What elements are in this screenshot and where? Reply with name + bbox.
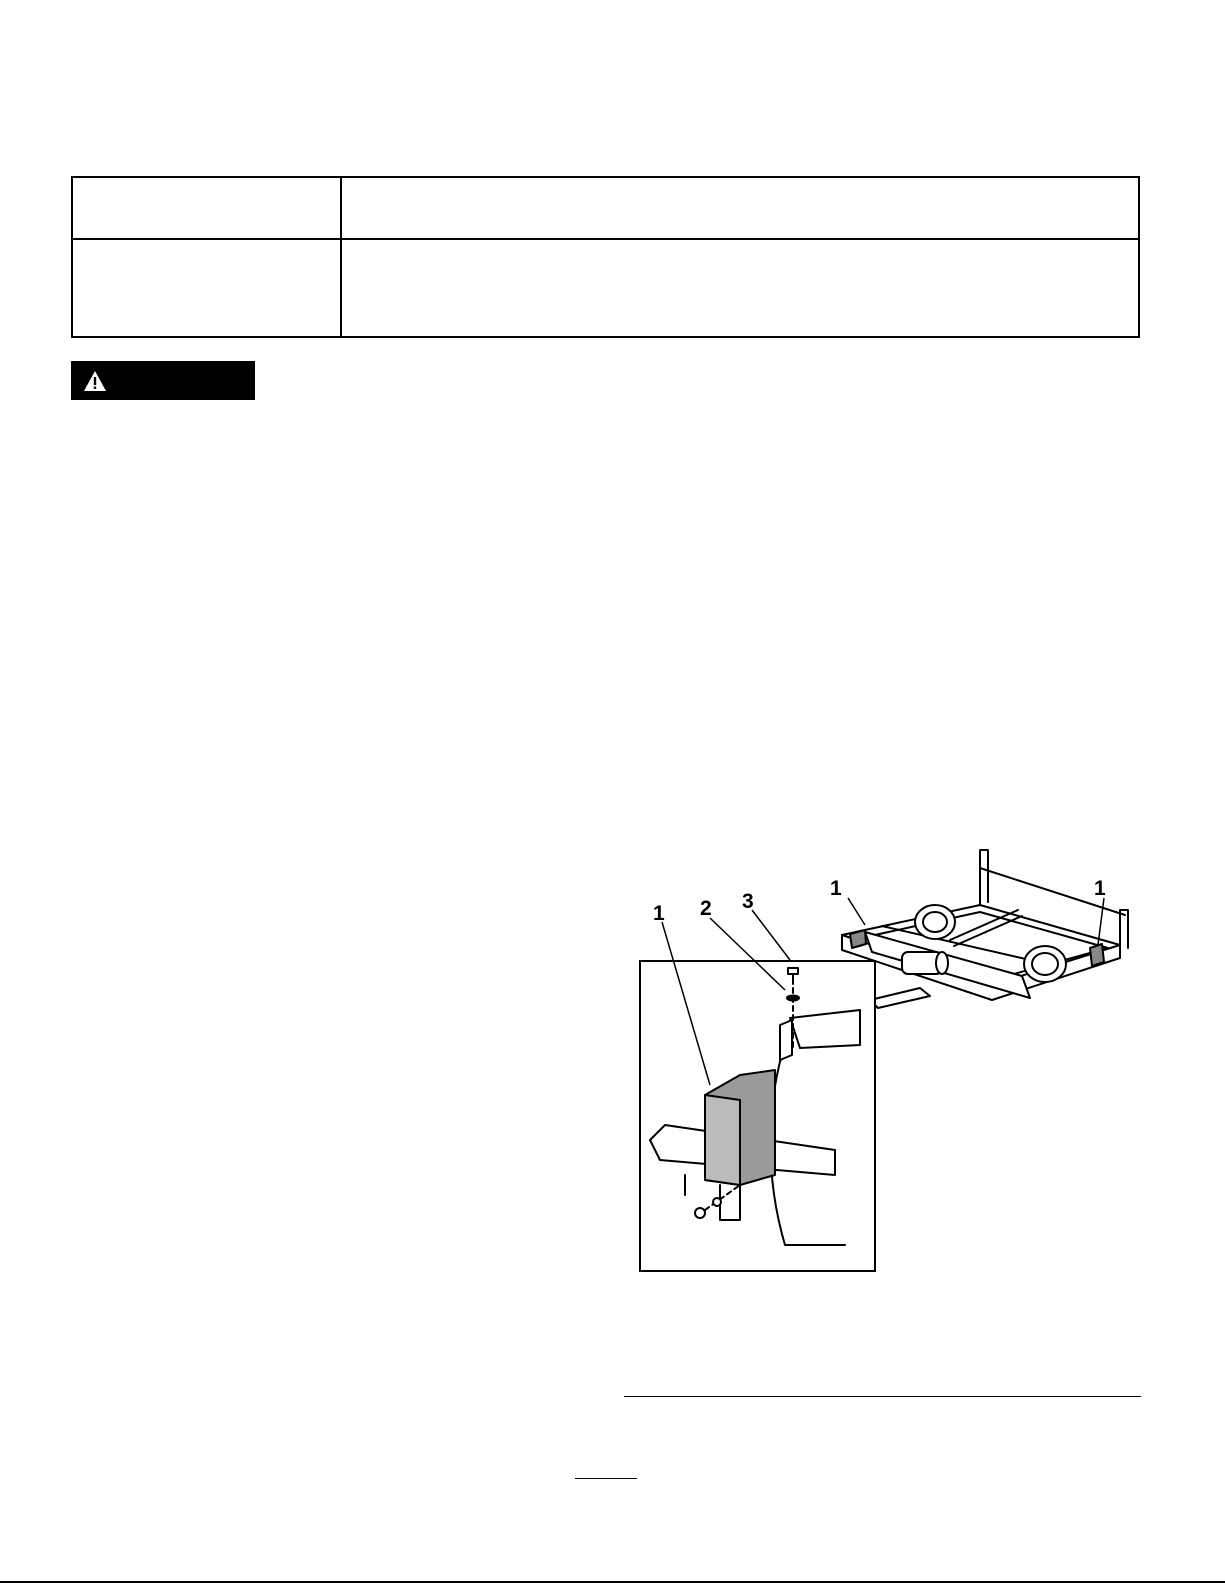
callout-1: 1 <box>1094 877 1106 900</box>
page-number <box>575 1478 637 1481</box>
figure-illustration <box>620 840 1160 1290</box>
callout-3: 3 <box>742 890 754 913</box>
figure-caption-rule <box>624 1396 1141 1397</box>
table-row-divider <box>73 238 1138 240</box>
warning-banner <box>71 361 255 400</box>
callout-1: 1 <box>830 877 842 900</box>
callout-1: 1 <box>653 902 665 925</box>
warning-triangle-icon <box>83 369 107 393</box>
table-column-divider <box>340 178 342 336</box>
page-bottom-rule <box>0 1581 1225 1583</box>
figure-roller-shield-assembly <box>620 840 1160 1290</box>
callout-2: 2 <box>700 897 712 920</box>
maintenance-table <box>71 176 1140 338</box>
